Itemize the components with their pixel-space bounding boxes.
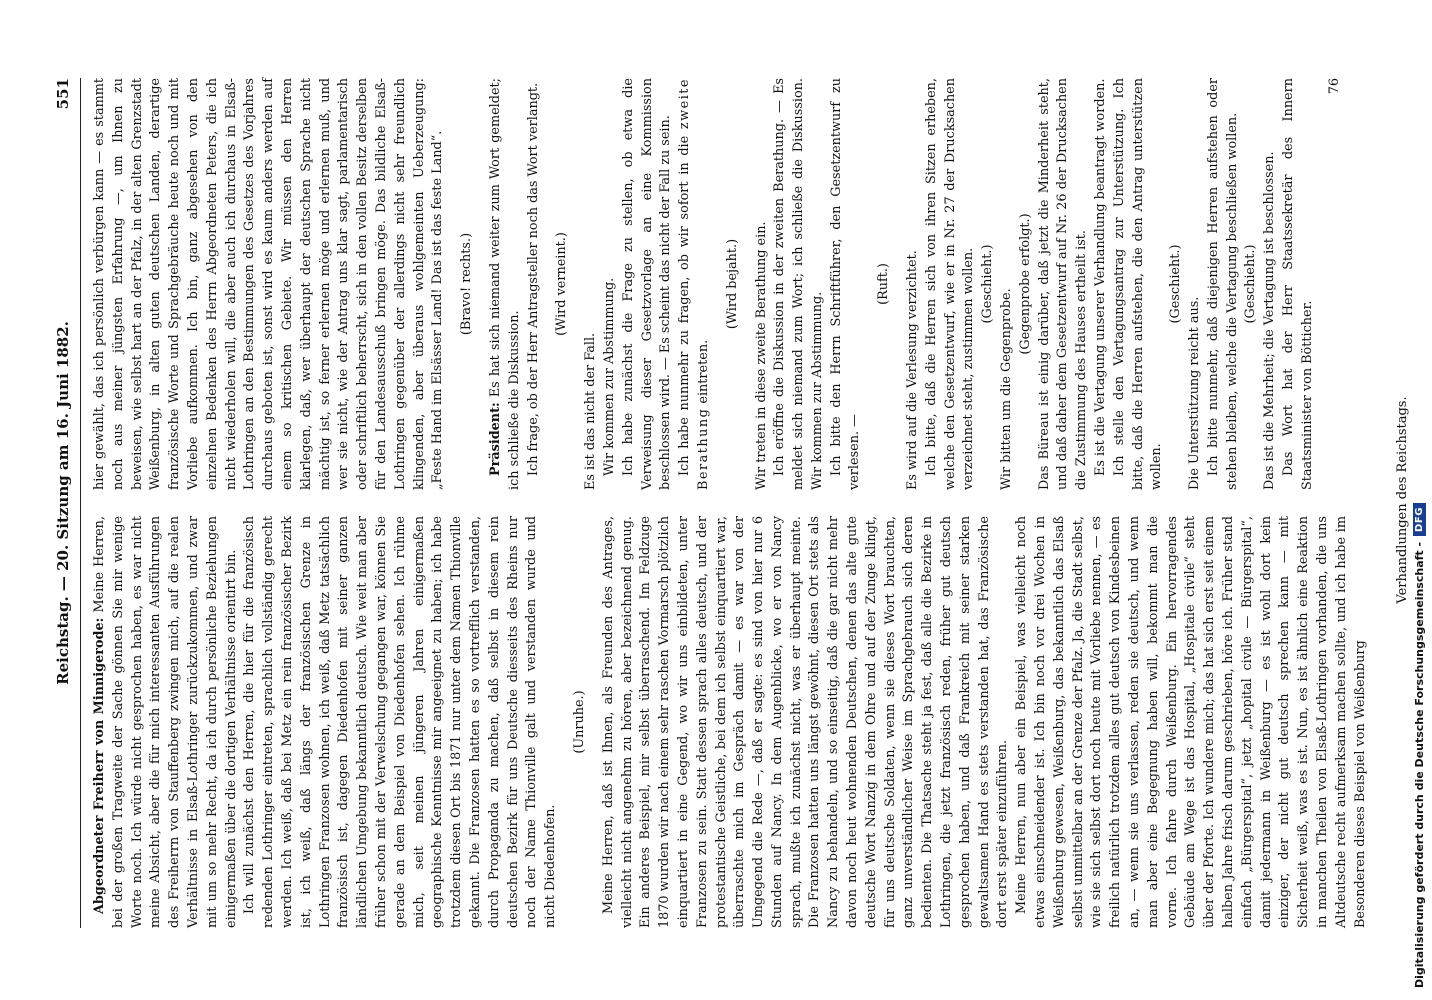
interjection: (Gegenprobe erfolgt.) [1017,213,1033,355]
speaker-name: Abgeordneter Freiherr von Minnigerode: [92,617,107,914]
paragraph: Wir kommen zur Abstimmung. [601,277,617,476]
speech-text: Ich habe nunmehr zu fragen, ob wir sofort in die [677,135,693,476]
paragraph: Ich bitte, daß die Herren sich von ihren Sitzen erheben, welche den Gesetzentwurf, wie er in Nr. 27 der Drucksachen verzeichnet steht, zustimmen wollen. [923,78,977,490]
speech-text: eintreten. [695,339,711,404]
right-column [91,78,1370,490]
dfg-notice-text: Digitalisierung gefördert durch die Deutsche Forschungsgemeinschaft - [1412,541,1426,988]
interjection: (Bravo! rechts.) [459,232,475,336]
paragraph [676,78,714,490]
paragraph: Ich eröffne die Diskussion in der zweiten Berathung. — Es meldet sich niemand zum Wort; ich schließe die Diskussion. Wir kommen zur Abstimmung. [772,78,825,490]
paragraph: Wir bitten um die Gegenprobe. [999,288,1015,490]
paragraph: Meine Herren, nun aber ein Beispiel, was vielleicht noch etwas einschneidender ist. Ich bin noch vor drei Wochen in Weißenburg gewesen, Weißenburg, das bekanntlich das Elsaß selbst unmittelbar an der Grenze der Pfalz. Ja, die Stadt selbst, wie sie sich selbst dort noch heute mit Vorliebe nennen, — es freilich natürlich trotzdem alles gut deutsch von Kindesbeinen an, — wenn sie uns verlassen, reden sie deutsch, und wenn man aber eine Begegnung haben will, bekommt man die vorne. Ich fahre durch Weißenburg. Ein hervorragendes Gebäude am Wege ist das Hospital, „Hospitale civile“ steht über der Pforte. Ich wundere mich; das hat sich erst seit einem halben Jahre frisch darum geschrieben, höre ich. Früher stand einfach „Bürgerspital“, jetzt „hopital civile — Bürgerspital“, damit jedermann in Weißenburg — es ist wohl dort kein einziger, der nicht gut deutsch sprechen kann — mit Sicherheit weiß, was es ist. Nun, es ist ähnlich eine Reaktion in manchen Theilen von Elsaß-Lothringen vorhanden, die uns Altdeutsche recht aufmerksam machen sollte, und ich habe im Besonderen dieses Beispiel von Weißenburg [1014,516,1368,928]
paragraph: Es wird auf die Verlesung verzichtet. [905,250,921,490]
paragraph: Das Büreau ist einig darüber, daß jetzt die Minderheit steht, und daß daher dem Gesetzentwurf auf Nr. 26 der Drucksachen die Zustimmung des Hauses ertheilt ist. [1036,78,1090,490]
paragraph [91,516,241,928]
paragraph: hier gewählt, das ich persönlich verbürgen kann — es stammt noch aus meiner jüngsten Erfahrung —, um Ihnen zu beweisen, wie selbst hart an der Pfalz, in der alten Grenzstadt Weißenburg, in alten guten deutschen Landen, derartige französische Worte und Sprachgebräuche heute noch und mit Vorliebe aufkommen. Ich bin, ganz abgesehen von den einzelnen Bedenken des Herrn Abgeordneten Peters, die ich nicht wiederholen will, die aber auch ich durchaus in Elsaß-Lothringen an den Bestimmungen des Gesetzes des Vorjahres durchaus geboten ist, sonst wird es kaum anders werden auf einem so kritischen Gebiete. Wir müssen den Herren klarlegen, daß, wer überhaupt der deutschen Sprache nicht mächtig ist, so ferner erlernen möge und erlernen muß, und wer sie nicht, wie der Antrag uns klar sagt, parlamentarisch oder schriftlich beherrscht, sich in den vollen Besitz derselben für den Landesausschuß bringen möge. Das bildliche Elsaß-Lothringen gegenüber der allerdings nicht sehr freundlich klingenden, aber überaus wohlgemeinten Ueberzeugung: „Feste Hand im Elsässer Land! Das ist das feste Land“. [92,78,446,490]
emphasis-text: zweite Berathung [677,78,711,490]
left-column [91,516,1370,928]
speech-text: Meine Herren, bei der großen Tragweite der Sache gönnen Sie mir wenige Worte noch. Ich würde nicht gesprochen haben, es war nicht meine Absicht, aber die für mich interessanten Ausführungen des Freiherrn von Stauffenberg zwingen mich, auf die realen Verhältnisse in Elsaß-Lothringer zurückzukommen, und zwar mit um so mehr Recht, da ich durch persönliche Beziehungen einigermaßen über die dortigen Verhältnisse orientirt bin. [92,516,239,928]
dfg-logo: DFG [1413,503,1426,536]
speaker-name: Präsident: [487,402,503,476]
interjection: (Ruft.) [876,263,892,305]
paragraph: Ich frage, ob der Herr Antragsteller noch das Wort verlangt. [525,82,541,476]
paragraph: Wir treten in diese zweite Berathung ein. [753,221,769,490]
interjection: (Wird bejaht.) [724,238,740,330]
sheet-signature: 76 [1326,78,1342,95]
interjection: (Geschieht.) [980,244,996,324]
paragraph: Meine Herren, daß ist Ihnen, als Freunden des Antrages, vielleicht nicht angenehm zu hören, aber bezeichnend genug. Ein anderes Beispiel, mir selbst überraschend. Im Feldzuge 1870 wurden wir nach einem sehr raschen Vormarsch plötzlich einquartiert in eine Gegend, wo wir uns einbildeten, unter Franzosen zu sein. Statt dessen sprach alles deutsch, und der protestantische Geistliche, bei dem ich selbst einquartiert war, überraschte mich im Gespräch damit — es war von der Umgegend die Rede —, daß er sagte: es sind von hier nur 6 Stunden auf Nancy. In dem Augenblicke, wo er von Nancy sprach, mußte ich zunächst nicht, was er überhaupt meinte. Die Franzosen hatten uns längst gewöhnt, diesen Ort stets als Nancy zu behandeln, und so einseitig, daß die gar nicht mehr davon noch heut wohnenden Deutschen, denen das alte gute deutsche Wort Nanzig in dem Ohre und auf der Zunge klingt, für uns deutsche Soldaten, wenn sie dieses Wort brauchten, ganz unverständlicher Weise im Sprachgebrauch sich deren bedienten. Die Thatsache steht ja fest, daß alle die Bezirke in Lothringen, die jetzt französisch reden, früher gut deutsch gesprochen haben, und daß Frankreich mit seiner starken gewaltsamen Hand es stets verstanden hat, das Französische dort erst später einzuführen. [600,516,1011,928]
interjection: (Geschieht.) [1243,244,1259,324]
footer-note: Verhandlungen des Reichstags. [1395,396,1410,604]
interjection: (Geschieht.) [1168,244,1184,324]
dfg-notice [1409,8,1429,988]
paragraph: Das Wort hat der Herr Staatssekretär des Innern Staatsminister von Bötticher. [1281,78,1315,490]
text-columns [91,78,1370,928]
paragraph: Ich stelle den Vertagungsantrag zur Unterstützung. Ich bitte, daß die Herren aufstehen, die den Antrag unterstützen wollen. [1111,78,1165,490]
paragraph: Die Unterstützung reicht aus. [1187,296,1203,490]
paragraph [487,78,525,490]
paragraph: Ich habe zunächst die Frage zu stellen, ob etwa die Verweisung dieser Gesetzvorlage an eine Kommission beschlossen wird. — Es scheint das nicht der Fall zu sein. [620,78,674,490]
speech-text: Es hat sich niemand weiter zum Wort gemeldet; ich schließe die Diskussion. [487,78,522,490]
paragraph: Ich bitte den Herrn Schriftführer, den Gesetzentwurf zu verlesen. — [828,78,863,490]
paragraph: Das ist die Mehrheit; die Vertagung ist beschlossen. [1262,151,1278,490]
paragraph: Ich bitte nunmehr, daß diejenigen Herren aufstehen oder stehen bleiben, welche die Vertagung beschließen wollen. [1205,78,1240,490]
page-number: 551 [54,78,72,110]
running-head: Reichstag. — 20. Sitzung am 16. Juni 1882. [54,321,72,685]
paragraph: Ich will zunächst den Herren, die hier für die französisch redenden Lothringer eintreten, sprachlich vollständig gerecht werden. Ich weiß, daß bei Metz ein rein französischer Bezirk ist, ich weiß, daß längs der französischen Grenze in Lothringen Franzosen wohnen, ich weiß, daß Metz tatsächlich französisch ist, dagegen Diedenhofen mit seiner ganzen ländlichen Umgebung bekanntlich deutsch. Wie weit man aber früher schon mit der Verwelschung gegangen war, können Sie gerade an dem Beispiel von Diedenhofen sehen. Ich rühme mich, seit meinen jüngeren Jahren einigermaßen geographische Kenntnisse mir angeeignet zu haben; ich habe trotzdem diesen Ort bis 1871 nur unter dem Namen Thionville gekannt. Die Franzosen hatten es so vortrefflich verstanden, durch Propaganda zu machen, daß selbst in diesem rein deutschen Bezirk für uns Deutsche diesseits des Rheins nur noch der Name Thionville galt und verstanden wurde und nicht Diedenhofen. [242,516,559,928]
paragraph: Es ist die Vertagung unserer Verhandlung beantragt worden. [1093,78,1109,476]
interjection: (Wird verneint.) [554,232,570,336]
interjection: (Unruhe.) [571,690,587,754]
paragraph: Es ist das nicht der Fall. [583,332,599,490]
page-header [50,78,81,928]
